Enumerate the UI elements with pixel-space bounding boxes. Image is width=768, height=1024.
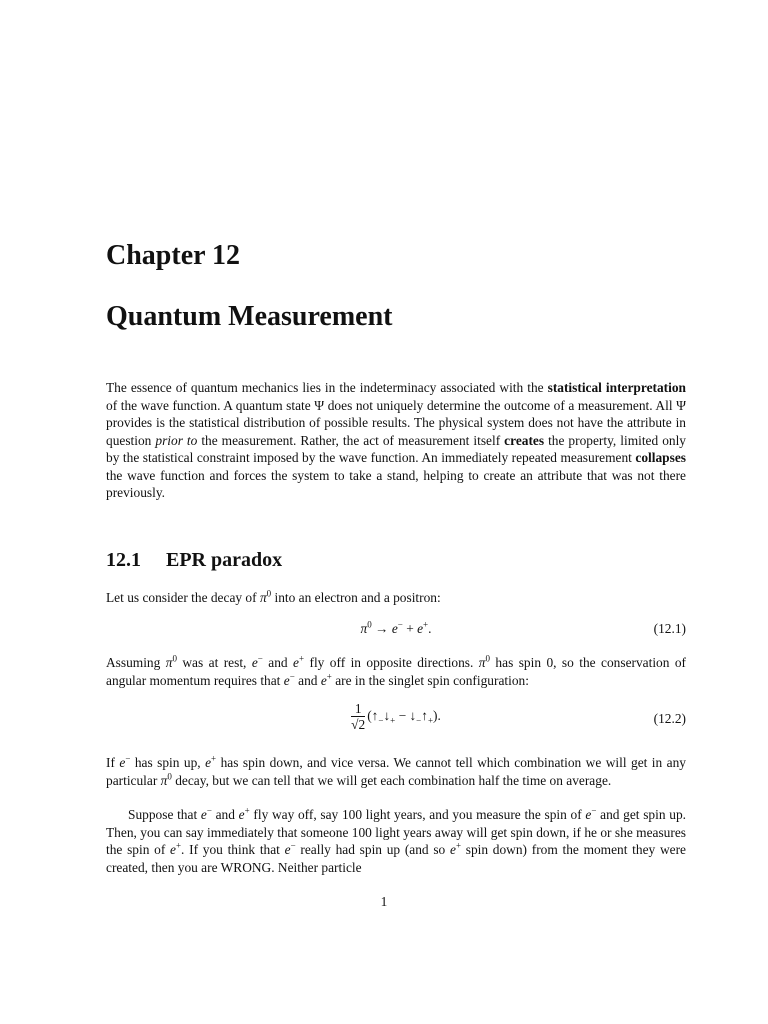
text-run: the wave function and forces the system to take a stand, helping to create an attribute that was not there previously.	[106, 467, 686, 500]
spin-state	[367, 707, 441, 726]
text-run: (↑	[367, 707, 379, 723]
text-run: 0	[266, 588, 272, 599]
text-run: e	[251, 655, 258, 670]
text-run: statistical interpretation	[547, 380, 687, 395]
text-run: and get spin up. Then, you can say immediately that someone 100 light years away will get spin down, if he or she measures the spin of	[106, 807, 686, 857]
section-number: 12.1	[106, 549, 141, 571]
text-run: π	[165, 655, 173, 670]
text-run: the property, limited only by the statistical constraint imposed by the wave function. An immediately repeated measurement	[106, 432, 686, 465]
chapter-title: Quantum Measurement	[106, 301, 393, 332]
text-run: Suppose that	[128, 807, 201, 822]
text-run: and	[211, 807, 239, 822]
text-run: are in the singlet spin configuration:	[331, 672, 529, 688]
text-run: decay, but we can tell that we will get each combination half the time on average.	[171, 772, 612, 788]
text-run: 0	[167, 771, 172, 782]
section-heading	[106, 546, 282, 574]
text-run: −	[206, 805, 212, 816]
text-run: −	[289, 671, 295, 682]
text-run: has spin 0, so the conservation of angular momentum requires that	[106, 655, 687, 688]
text-run: →	[371, 621, 392, 636]
fraction-denominator: √2	[351, 717, 366, 732]
text-run: e	[585, 807, 592, 822]
text-run: +	[427, 715, 434, 726]
intro-paragraph	[106, 379, 686, 502]
text-run: Assuming	[106, 655, 166, 670]
text-run: 0	[172, 653, 177, 664]
chapter-label: Chapter 12	[106, 240, 241, 271]
text-run: .	[428, 621, 432, 636]
text-run: e	[170, 842, 176, 857]
fraction	[351, 701, 365, 732]
equation-12-1-number: (12.1)	[653, 621, 686, 636]
text-run: e	[283, 672, 290, 688]
text-run: e	[293, 655, 299, 670]
equation-12-2	[106, 701, 686, 741]
text-run: If	[106, 755, 120, 770]
text-run: +	[299, 653, 305, 664]
page-number: 1	[380, 894, 388, 909]
text-run: and	[262, 655, 294, 670]
text-run: π	[360, 621, 368, 636]
text-run: 0	[485, 653, 491, 664]
text-run: into an electron and a positron:	[271, 590, 441, 605]
text-run: creates	[504, 432, 545, 448]
text-run: e	[119, 755, 126, 770]
text-run: −	[416, 715, 422, 726]
text-run: spin down) from the moment they were created, then you are WRONG. Neither particle	[106, 842, 686, 875]
section-title: EPR paradox	[166, 549, 283, 571]
text-run: −	[397, 619, 403, 630]
text-run: +	[175, 840, 182, 851]
text-run: +	[423, 619, 429, 630]
text-run: collapses	[635, 450, 686, 465]
text-run: was at rest,	[176, 655, 252, 670]
text-run: −	[290, 840, 296, 851]
text-run: ).	[433, 707, 441, 723]
text-run: fly way off, say 100 light years, and you measure the spin of	[249, 807, 586, 822]
text-run: +	[402, 621, 418, 636]
paragraph-spin	[106, 754, 686, 789]
text-run: −	[378, 715, 384, 726]
text-run: π	[259, 590, 267, 605]
text-run: Let us consider the decay of	[106, 590, 260, 605]
text-run: +	[244, 805, 250, 816]
paragraph-suppose	[106, 806, 686, 876]
text-run: +	[390, 715, 396, 726]
text-run: ↑	[421, 707, 428, 723]
text-run: e	[205, 755, 212, 770]
text-run: π	[478, 655, 486, 670]
text-run: e	[391, 621, 398, 636]
text-run: has spin up,	[130, 755, 206, 770]
text-run: The essence of quantum mechanics lies in the indeterminacy associated with the	[106, 380, 548, 395]
text-run: e	[200, 807, 207, 822]
fraction-numerator: 1	[351, 701, 365, 717]
text-run: e	[449, 842, 456, 857]
text-run: . If you think that	[181, 842, 285, 857]
text-run: 0	[367, 619, 372, 630]
text-run: e	[320, 672, 327, 688]
text-run: +	[211, 753, 217, 764]
text-run: ↓	[383, 707, 391, 723]
text-run: +	[455, 840, 462, 851]
text-run: π	[160, 772, 168, 788]
text-run: e	[284, 842, 291, 857]
text-run: fly off in opposite directions.	[304, 655, 479, 670]
equation-12-1-body	[106, 621, 686, 637]
paragraph-rest	[106, 654, 686, 689]
text-run: and	[294, 672, 321, 688]
text-run: −	[591, 805, 597, 816]
text-run: e	[238, 807, 245, 822]
text-run: of the wave function. A quantum state Ψ does not uniquely determine the outcome of a measurement. All Ψ provides is the statistical distribution of possible results. The physical system does not have the attribute in question	[106, 397, 686, 448]
text-run: −	[257, 653, 263, 664]
paragraph-decay	[106, 589, 686, 607]
text-run: the measurement. Rather, the act of measurement itself	[197, 432, 505, 448]
text-run: e	[417, 621, 424, 636]
text-run: prior to	[155, 432, 198, 448]
text-run: +	[326, 671, 332, 682]
text-run: − ↓	[395, 707, 417, 723]
text-run: has spin down, and vice versa. We cannot tell which combination we will get in any particular	[106, 755, 686, 788]
text-run: really had spin up (and so	[295, 842, 450, 857]
equation-12-2-number: (12.2)	[653, 711, 686, 726]
equation-12-2-body	[106, 701, 686, 732]
text-run: −	[125, 753, 131, 764]
